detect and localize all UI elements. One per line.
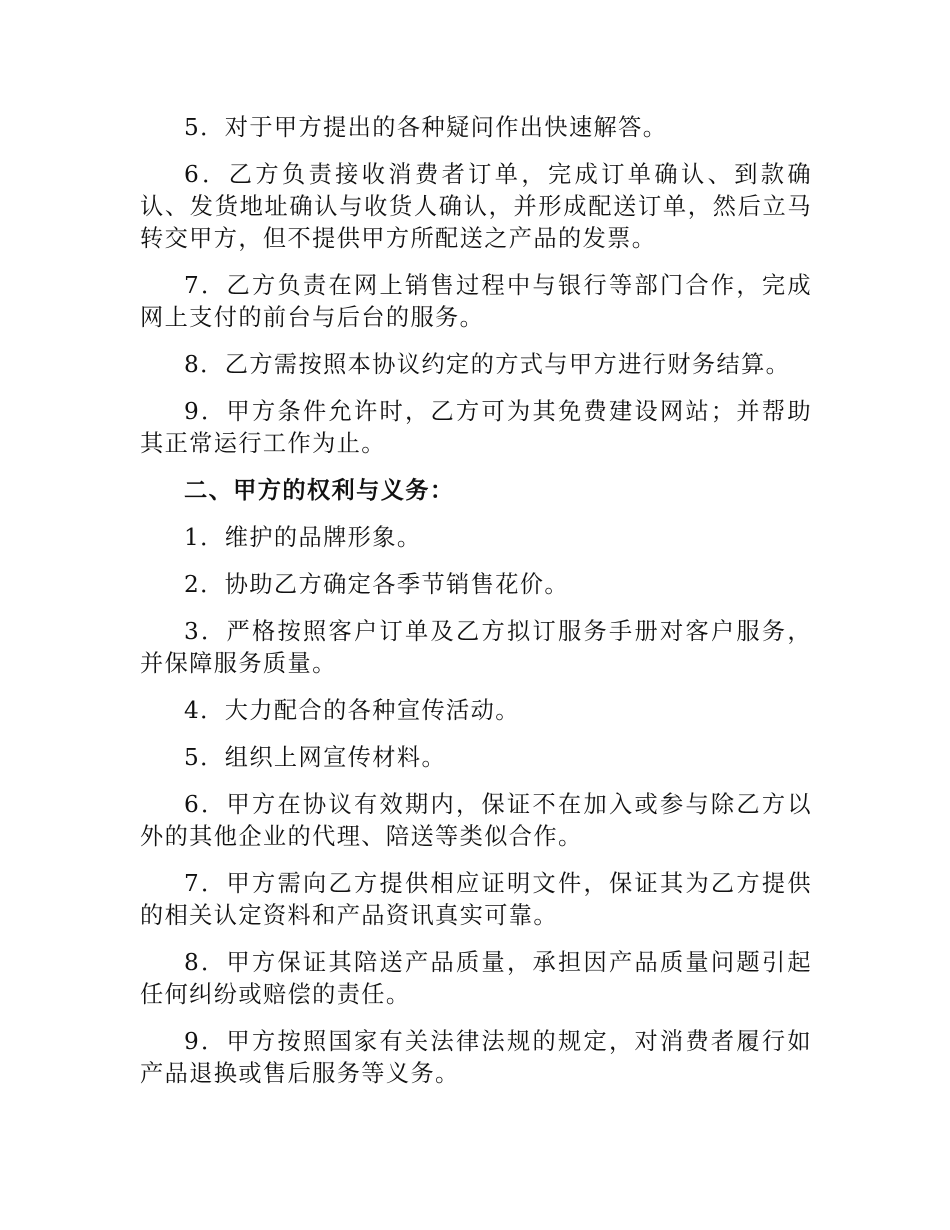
clause-a-1: 1．维护的品牌形象。 xyxy=(184,524,422,551)
clause-b-6: 6．乙方负责接收消费者订单，完成订单确认、到款确认、发货地址确认与收货人确认，并形成配送订单，然后立马转交甲方，但不提供甲方所配送之产品的发票。 xyxy=(140,161,812,252)
clause-a-5: 5．组织上网宣传材料。 xyxy=(184,744,447,771)
clause-a-6: 6．甲方在协议有效期内，保证不在加入或参与除乙方以外的其他企业的代理、陪送等类似合作。 xyxy=(140,791,812,850)
clause-a-8: 8．甲方保证其陪送产品质量，承担因产品质量问题引起任何纠纷或赔偿的责任。 xyxy=(140,949,812,1008)
section-heading-party-a: 二、甲方的权利与义务： xyxy=(184,477,455,504)
clause-a-3: 3．严格按照客户订单及乙方拟订服务手册对客户服务，并保障服务质量。 xyxy=(140,618,812,677)
clause-a-7: 7．甲方需向乙方提供相应证明文件，保证其为乙方提供的相关认定资料和产品资讯真实可靠。 xyxy=(140,870,812,929)
clause-b-9: 9．甲方条件允许时，乙方可为其免费建设网站；并帮助其正常运行工作为止。 xyxy=(140,398,812,457)
clause-b-5: 5．对于甲方提出的各种疑问作出快速解答。 xyxy=(184,114,668,141)
clause-b-7: 7．乙方负责在网上销售过程中与银行等部门合作，完成网上支付的前台与后台的服务。 xyxy=(140,272,812,331)
clause-a-4: 4．大力配合的各种宣传活动。 xyxy=(184,697,520,724)
clause-a-2: 2．协助乙方确定各季节销售花价。 xyxy=(184,571,569,598)
document-body xyxy=(140,112,812,1105)
clause-b-8: 8．乙方需按照本协议约定的方式与甲方进行财务结算。 xyxy=(184,351,791,378)
clause-a-9: 9．甲方按照国家有关法律法规的规定，对消费者履行如产品退换或售后服务等义务。 xyxy=(140,1028,812,1087)
